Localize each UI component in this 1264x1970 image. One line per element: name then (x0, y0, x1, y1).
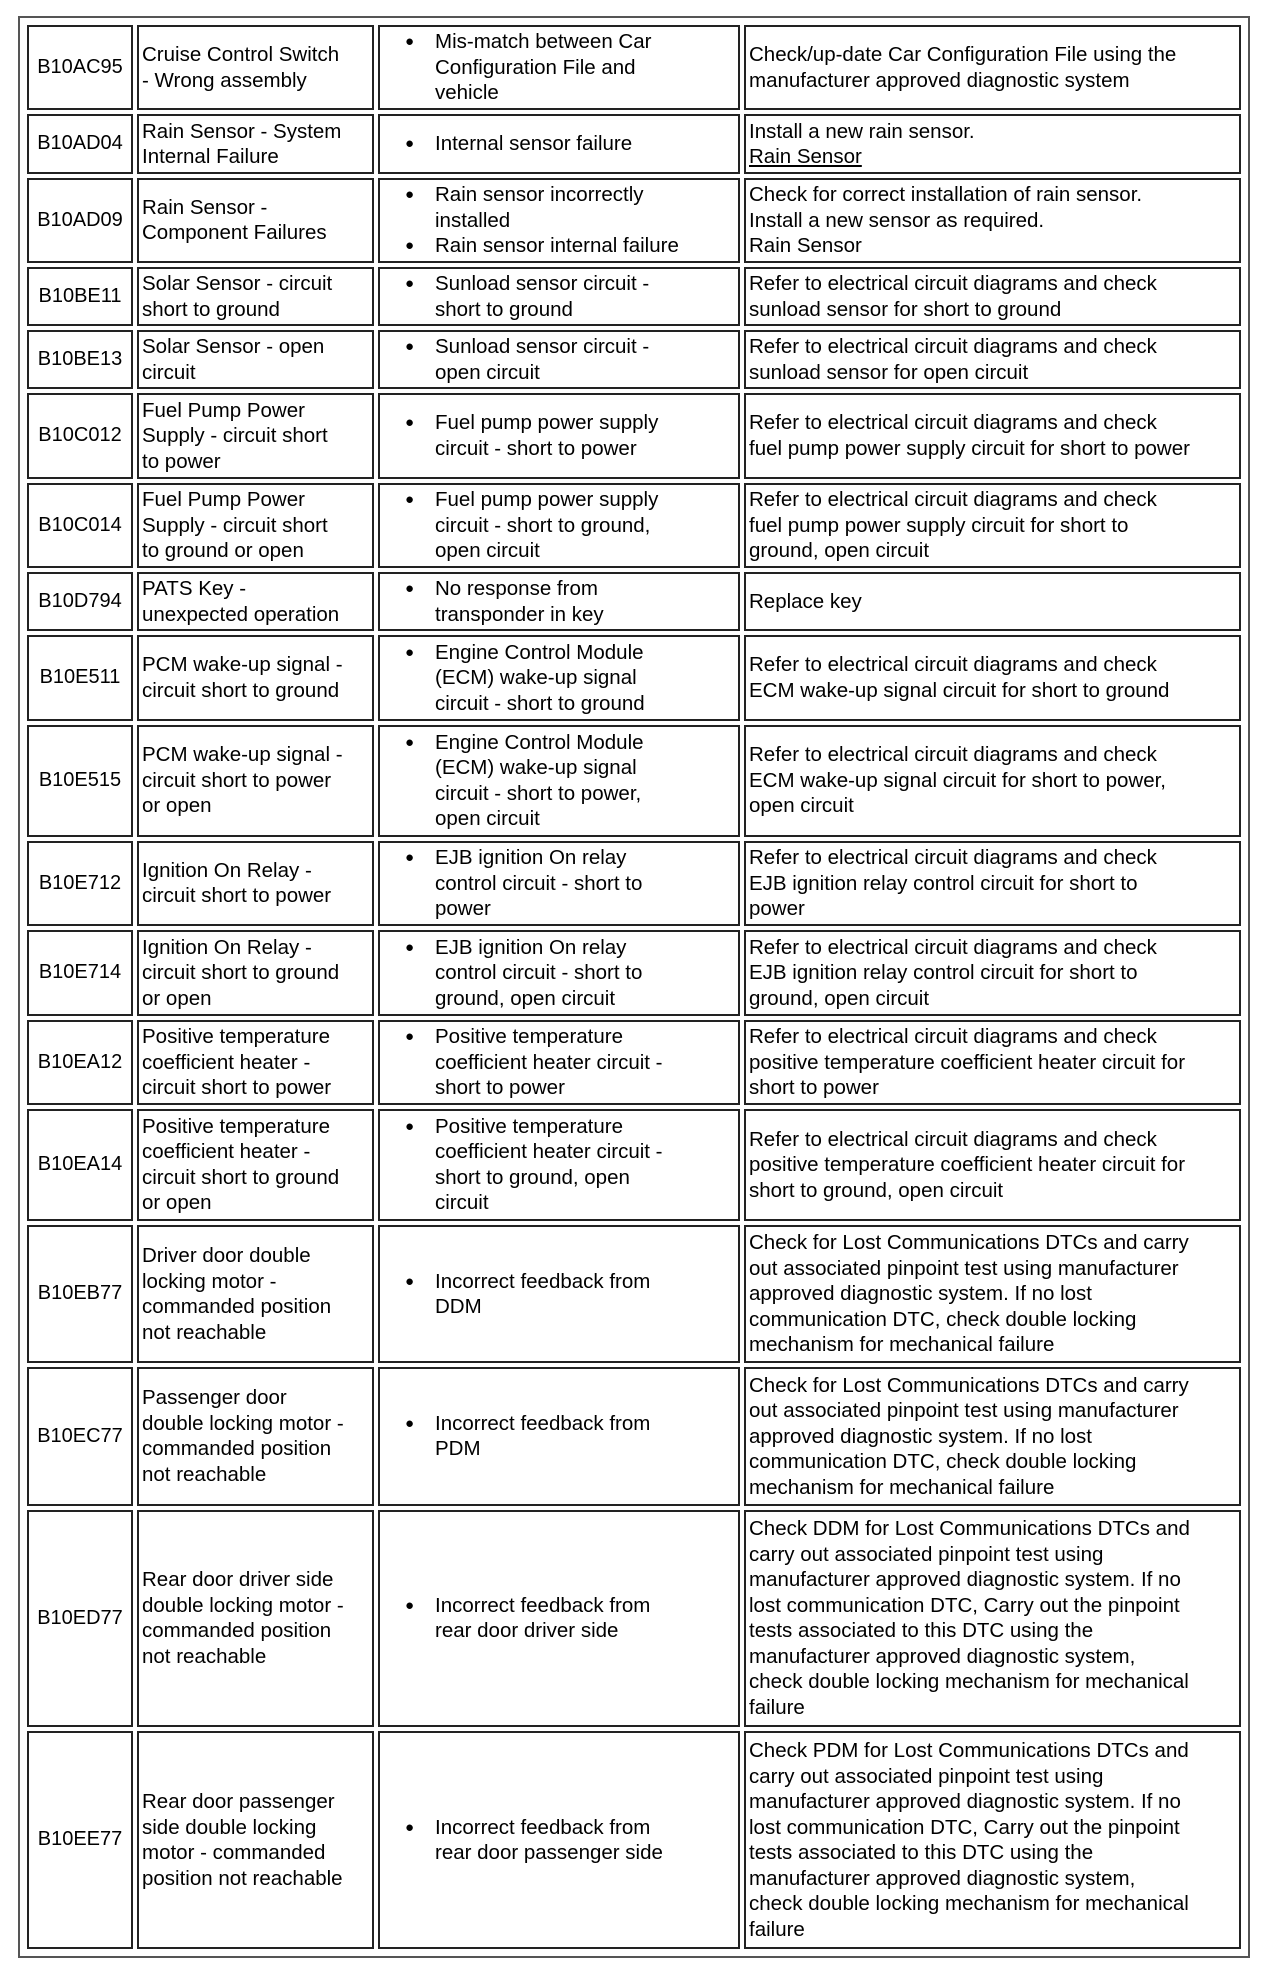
cause-line: power (435, 897, 491, 921)
action-line: communication DTC, check double locking (749, 1450, 1137, 1474)
action-cell (744, 572, 1241, 631)
possible-causes-cell (378, 930, 740, 1015)
action-cell (744, 330, 1241, 389)
description-line: circuit (142, 360, 196, 384)
action-line: manufacturer approved diagnostic system (749, 68, 1130, 92)
action-line: EJB ignition relay control circuit for short to (749, 961, 1138, 985)
action-line: sunload sensor for open circuit (749, 360, 1029, 384)
cause-line: installed (435, 208, 511, 232)
dtc-code-cell: B10EE77 (27, 1731, 133, 1949)
description-line: Rain Sensor - System (142, 119, 342, 143)
action-line: Refer to electrical circuit diagrams and check (749, 335, 1157, 359)
action-line: out associated pinpoint test using manufacturer (749, 1256, 1179, 1280)
action-cell (744, 1109, 1241, 1221)
dtc-description-cell (137, 1225, 374, 1363)
possible-causes-list (383, 730, 735, 832)
dtc-description-cell (137, 1109, 374, 1221)
action-cell (744, 393, 1241, 478)
possible-causes-cell (378, 330, 740, 389)
dtc-description-cell (137, 1020, 374, 1105)
description-line: - Wrong assembly (142, 68, 307, 92)
cause-line: coefficient heater circuit - (435, 1140, 663, 1164)
cause-line: rear door driver side (435, 1619, 619, 1643)
possible-causes-cell (378, 1367, 740, 1505)
cause-line: Configuration File and (435, 55, 636, 79)
table-row (27, 1367, 1241, 1505)
possible-cause-item (435, 29, 735, 106)
description-line: Ignition On Relay - (142, 935, 312, 959)
description-line: or open (142, 794, 212, 818)
dtc-description-cell (137, 25, 374, 110)
possible-causes-cell (378, 114, 740, 173)
description-line: Fuel Pump Power (142, 398, 305, 422)
action-line: Install a new rain sensor. (749, 119, 975, 143)
description-line: Solar Sensor - circuit (142, 272, 333, 296)
possible-cause-item (435, 935, 735, 1012)
possible-causes-list (383, 1024, 735, 1101)
possible-causes-list (383, 1114, 735, 1216)
cause-line: ● Sunload sensor circuit - (435, 272, 650, 296)
action-line: carry out associated pinpoint test using (749, 1764, 1104, 1788)
dtc-code-cell: B10C012 (27, 393, 133, 478)
action-cell (744, 635, 1241, 720)
cause-line: short to power (435, 1076, 565, 1100)
description-line: coefficient heater - (142, 1050, 311, 1074)
action-line: Refer to electrical circuit diagrams and check (749, 488, 1157, 512)
possible-causes-cell (378, 393, 740, 478)
possible-causes-cell (378, 25, 740, 110)
description-line: Passenger door (142, 1386, 287, 1410)
cause-line: ● Incorrect feedback from (435, 1269, 651, 1293)
possible-causes-list (383, 131, 735, 157)
description-line: or open (142, 1191, 212, 1215)
cause-line: ● Rain sensor incorrectly (435, 183, 644, 207)
action-line: short to ground, open circuit (749, 1178, 1004, 1202)
action-cell (744, 114, 1241, 173)
description-line: motor - commanded (142, 1841, 326, 1865)
possible-causes-list (383, 935, 735, 1012)
possible-causes-cell (378, 572, 740, 631)
action-line: power (749, 897, 805, 921)
dtc-description-cell (137, 572, 374, 631)
dtc-description-cell (137, 483, 374, 568)
cause-line: ● EJB ignition On relay (435, 935, 627, 959)
dtc-description-cell (137, 1510, 374, 1728)
action-line: open circuit (749, 794, 854, 818)
action-cell (744, 483, 1241, 568)
action-line: Refer to electrical circuit diagrams and check (749, 846, 1157, 870)
possible-causes-list (383, 487, 735, 564)
description-line: circuit short to ground (142, 678, 340, 702)
cause-line: short to ground, open (435, 1165, 630, 1189)
possible-causes-list (383, 845, 735, 922)
action-line: lost communication DTC, Carry out the pinpoint (749, 1593, 1180, 1617)
table-row (27, 114, 1241, 173)
dtc-description-cell (137, 267, 374, 326)
possible-causes-list (383, 334, 735, 385)
possible-cause-item (435, 640, 735, 717)
action-line: EJB ignition relay control circuit for short to (749, 871, 1138, 895)
possible-cause-item (435, 1593, 735, 1644)
action-line: approved diagnostic system. If no lost (749, 1282, 1092, 1306)
dtc-description-cell (137, 635, 374, 720)
cause-line: PDM (435, 1437, 481, 1461)
description-line: commanded position (142, 1437, 332, 1461)
description-line: Fuel Pump Power (142, 488, 305, 512)
description-line: not reachable (142, 1320, 267, 1344)
action-line: manufacturer approved diagnostic system. If no (749, 1790, 1181, 1814)
dtc-code-cell: B10EB77 (27, 1225, 133, 1363)
cause-line: ● Rain sensor internal failure (435, 234, 679, 258)
action-line: Refer to electrical circuit diagrams and check (749, 743, 1157, 767)
dtc-description-cell (137, 930, 374, 1015)
possible-cause-item (435, 487, 735, 564)
description-line: Internal Failure (142, 145, 279, 169)
dtc-code-cell: B10E515 (27, 725, 133, 837)
cause-line: control circuit - short to (435, 871, 643, 895)
possible-cause-item (435, 410, 735, 461)
description-line: short to ground (142, 297, 280, 321)
possible-cause-item (435, 1815, 735, 1866)
dtc-table-body (27, 25, 1241, 1949)
cause-line: ● Internal sensor failure (435, 132, 633, 156)
possible-causes-list (383, 1269, 735, 1320)
cause-line: DDM (435, 1295, 482, 1319)
cause-line: ● Engine Control Module (435, 640, 644, 664)
action-line: positive temperature coefficient heater circuit for (749, 1153, 1186, 1177)
cause-line: ● Mis-match between Car (435, 30, 652, 54)
action-line: Replace key (749, 589, 862, 613)
possible-causes-cell (378, 1109, 740, 1221)
possible-cause-item (435, 730, 735, 832)
dtc-description-cell (137, 725, 374, 837)
description-line: circuit short to power (142, 1076, 332, 1100)
table-row (27, 330, 1241, 389)
dtc-description-cell (137, 841, 374, 926)
dtc-table (23, 21, 1245, 1953)
possible-causes-cell (378, 1731, 740, 1949)
possible-causes-list (383, 1411, 735, 1462)
action-line: short to power (749, 1076, 879, 1100)
table-row (27, 841, 1241, 926)
dtc-description-cell (137, 393, 374, 478)
description-line: circuit short to ground (142, 961, 340, 985)
dtc-code-cell: B10AD09 (27, 178, 133, 263)
possible-causes-cell (378, 1225, 740, 1363)
table-row (27, 178, 1241, 263)
cause-line: circuit (435, 1191, 489, 1215)
possible-cause-item (435, 131, 735, 157)
possible-causes-list (383, 1815, 735, 1866)
cause-line: vehicle (435, 81, 499, 105)
action-line: ECM wake-up signal circuit for short to ground (749, 678, 1170, 702)
cause-line: circuit - short to ground, (435, 513, 651, 537)
action-cell (744, 1367, 1241, 1505)
possible-causes-list (383, 640, 735, 717)
action-line: Rain Sensor (749, 234, 862, 258)
description-line: circuit short to power (142, 884, 332, 908)
action-cell (744, 267, 1241, 326)
description-line: Rear door passenger (142, 1790, 335, 1814)
possible-causes-cell (378, 725, 740, 837)
description-line: Ignition On Relay - (142, 858, 312, 882)
description-line: Supply - circuit short (142, 424, 328, 448)
action-line: check double locking mechanism for mechanical (749, 1892, 1189, 1916)
table-row (27, 725, 1241, 837)
possible-cause-item (435, 845, 735, 922)
description-line: commanded position (142, 1295, 332, 1319)
action-line: fuel pump power supply circuit for short to (749, 513, 1129, 537)
cause-line: ● Fuel pump power supply (435, 488, 659, 512)
action-line: check double locking mechanism for mechanical (749, 1670, 1189, 1694)
possible-causes-cell (378, 483, 740, 568)
possible-cause-item (435, 334, 735, 385)
dtc-description-cell (137, 1367, 374, 1505)
description-line: not reachable (142, 1644, 267, 1668)
action-line: mechanism for mechanical failure (749, 1333, 1055, 1357)
possible-cause-item (435, 1269, 735, 1320)
possible-causes-cell (378, 841, 740, 926)
action-line: Check DDM for Lost Communications DTCs and (749, 1517, 1190, 1541)
cause-line: ● Incorrect feedback from (435, 1815, 651, 1839)
dtc-description-cell (137, 114, 374, 173)
action-line: lost communication DTC, Carry out the pinpoint (749, 1815, 1180, 1839)
table-row (27, 1731, 1241, 1949)
dtc-code-cell: B10BE13 (27, 330, 133, 389)
action-line: Refer to electrical circuit diagrams and check (749, 935, 1157, 959)
dtc-code-cell: B10E714 (27, 930, 133, 1015)
action-line: failure (749, 1695, 805, 1719)
action-line: mechanism for mechanical failure (749, 1475, 1055, 1499)
table-row (27, 483, 1241, 568)
action-cell (744, 1731, 1241, 1949)
action-line: Refer to electrical circuit diagrams and check (749, 1025, 1157, 1049)
dtc-description-cell (137, 330, 374, 389)
description-line: Rear door driver side (142, 1568, 334, 1592)
description-line: Cruise Control Switch (142, 43, 340, 67)
action-line: Check for Lost Communications DTCs and carry (749, 1373, 1189, 1397)
description-line: PATS Key - (142, 577, 247, 601)
description-line: circuit short to ground (142, 1165, 340, 1189)
possible-cause-item (435, 271, 735, 322)
possible-causes-list (383, 576, 735, 627)
action-line: tests associated to this DTC using the (749, 1619, 1094, 1643)
table-row (27, 25, 1241, 110)
cause-line: ● Sunload sensor circuit - (435, 335, 650, 359)
action-cell (744, 725, 1241, 837)
action-line: approved diagnostic system. If no lost (749, 1424, 1092, 1448)
table-row (27, 572, 1241, 631)
possible-causes-cell (378, 178, 740, 263)
dtc-code-cell: B10ED77 (27, 1510, 133, 1728)
possible-causes-list (383, 1593, 735, 1644)
description-line: double locking motor - (142, 1593, 344, 1617)
action-line: Refer to electrical circuit diagrams and check (749, 272, 1157, 296)
action-line: Check/up-date Car Configuration File using the (749, 43, 1177, 67)
action-cell (744, 1225, 1241, 1363)
action-line: sunload sensor for short to ground (749, 297, 1062, 321)
cause-line: (ECM) wake-up signal (435, 756, 637, 780)
dtc-code-cell: B10AD04 (27, 114, 133, 173)
description-line: not reachable (142, 1462, 267, 1486)
possible-cause-item (435, 576, 735, 627)
possible-cause-item (435, 1114, 735, 1216)
dtc-table-frame (18, 16, 1250, 1958)
action-line: positive temperature coefficient heater circuit for (749, 1050, 1186, 1074)
action-line: fuel pump power supply circuit for short to power (749, 436, 1190, 460)
dtc-description-cell (137, 178, 374, 263)
dtc-code-cell: B10EA14 (27, 1109, 133, 1221)
action-line: failure (749, 1917, 805, 1941)
description-line: PCM wake-up signal - (142, 653, 343, 677)
action-line: manufacturer approved diagnostic system, (749, 1866, 1136, 1890)
possible-causes-cell (378, 635, 740, 720)
action-line: out associated pinpoint test using manufacturer (749, 1399, 1179, 1423)
cause-line: open circuit (435, 807, 540, 831)
possible-causes-cell (378, 1020, 740, 1105)
action-line: Check PDM for Lost Communications DTCs and (749, 1739, 1189, 1763)
action-cell (744, 841, 1241, 926)
table-row (27, 1020, 1241, 1105)
action-line: Check for Lost Communications DTCs and carry (749, 1231, 1189, 1255)
description-line: Positive temperature (142, 1025, 331, 1049)
possible-cause-item (435, 1024, 735, 1101)
description-line: side double locking (142, 1815, 317, 1839)
description-line: locking motor - (142, 1269, 277, 1293)
possible-cause-item (435, 1411, 735, 1462)
possible-causes-list (383, 271, 735, 322)
cause-line: circuit - short to power, (435, 781, 642, 805)
action-line: ground, open circuit (749, 986, 930, 1010)
possible-cause-item (435, 182, 735, 233)
table-row (27, 930, 1241, 1015)
description-line: position not reachable (142, 1866, 343, 1890)
table-row (27, 1225, 1241, 1363)
cause-line: rear door passenger side (435, 1841, 663, 1865)
action-cell (744, 1020, 1241, 1105)
possible-causes-list (383, 29, 735, 106)
description-line: to ground or open (142, 539, 304, 563)
description-line: to power (142, 449, 221, 473)
description-line: unexpected operation (142, 602, 340, 626)
possible-cause-item (435, 233, 735, 259)
action-line: manufacturer approved diagnostic system, (749, 1644, 1136, 1668)
action-cell (744, 178, 1241, 263)
dtc-code-cell: B10E712 (27, 841, 133, 926)
action-line: Refer to electrical circuit diagrams and check (749, 1127, 1157, 1151)
description-line: Positive temperature (142, 1114, 331, 1138)
possible-causes-list (383, 410, 735, 461)
action-line: Install a new sensor as required. (749, 208, 1045, 232)
table-row (27, 1510, 1241, 1728)
action-line: Refer to electrical circuit diagrams and check (749, 411, 1157, 435)
action-cell (744, 930, 1241, 1015)
action-line: Refer to electrical circuit diagrams and check (749, 653, 1157, 677)
description-line: or open (142, 986, 212, 1010)
cause-line: open circuit (435, 360, 540, 384)
action-line: carry out associated pinpoint test using (749, 1542, 1104, 1566)
cause-line: coefficient heater circuit - (435, 1050, 663, 1074)
cause-line: ● Positive temperature (435, 1114, 624, 1138)
description-line: double locking motor - (142, 1411, 344, 1435)
dtc-code-cell: B10EC77 (27, 1367, 133, 1505)
cause-line: ● Incorrect feedback from (435, 1411, 651, 1435)
cause-line: control circuit - short to (435, 961, 643, 985)
action-line: Check for correct installation of rain sensor. (749, 183, 1143, 207)
action-line: ECM wake-up signal circuit for short to power, (749, 768, 1166, 792)
dtc-code-cell: B10EA12 (27, 1020, 133, 1105)
dtc-code-cell: B10AC95 (27, 25, 133, 110)
cause-line: ● EJB ignition On relay (435, 846, 627, 870)
dtc-code-cell: B10BE11 (27, 267, 133, 326)
cause-line: transponder in key (435, 602, 604, 626)
description-line: Supply - circuit short (142, 513, 328, 537)
cause-line: circuit - short to ground (435, 691, 645, 715)
cause-line: ● Positive temperature (435, 1025, 624, 1049)
dtc-description-cell (137, 1731, 374, 1949)
cause-line: ● Incorrect feedback from (435, 1593, 651, 1617)
cause-line: short to ground (435, 297, 573, 321)
possible-causes-cell (378, 1510, 740, 1728)
table-row (27, 393, 1241, 478)
description-line: Driver door double (142, 1244, 311, 1268)
rain-sensor-link[interactable]: Rain Sensor (749, 145, 862, 169)
table-row (27, 635, 1241, 720)
possible-causes-list (383, 182, 735, 259)
description-line: PCM wake-up signal - (142, 743, 343, 767)
action-line: communication DTC, check double locking (749, 1307, 1137, 1331)
action-line: manufacturer approved diagnostic system. If no (749, 1568, 1181, 1592)
description-line: Rain Sensor - (142, 195, 268, 219)
cause-line: open circuit (435, 539, 540, 563)
cause-line: circuit - short to power (435, 436, 637, 460)
action-line: ground, open circuit (749, 539, 930, 563)
description-line: commanded position (142, 1619, 332, 1643)
cause-line: ground, open circuit (435, 986, 616, 1010)
table-row (27, 267, 1241, 326)
cause-line: ● Fuel pump power supply (435, 411, 659, 435)
action-line: tests associated to this DTC using the (749, 1841, 1094, 1865)
possible-causes-cell (378, 267, 740, 326)
action-cell (744, 25, 1241, 110)
description-line: coefficient heater - (142, 1140, 311, 1164)
cause-line: ● Engine Control Module (435, 730, 644, 754)
description-line: circuit short to power (142, 768, 332, 792)
cause-line: (ECM) wake-up signal (435, 666, 637, 690)
cause-line: ● No response from (435, 577, 598, 601)
dtc-code-cell: B10D794 (27, 572, 133, 631)
dtc-code-cell: B10C014 (27, 483, 133, 568)
table-row (27, 1109, 1241, 1221)
description-line: Solar Sensor - open (142, 335, 325, 359)
action-cell (744, 1510, 1241, 1728)
description-line: Component Failures (142, 221, 327, 245)
dtc-code-cell: B10E511 (27, 635, 133, 720)
